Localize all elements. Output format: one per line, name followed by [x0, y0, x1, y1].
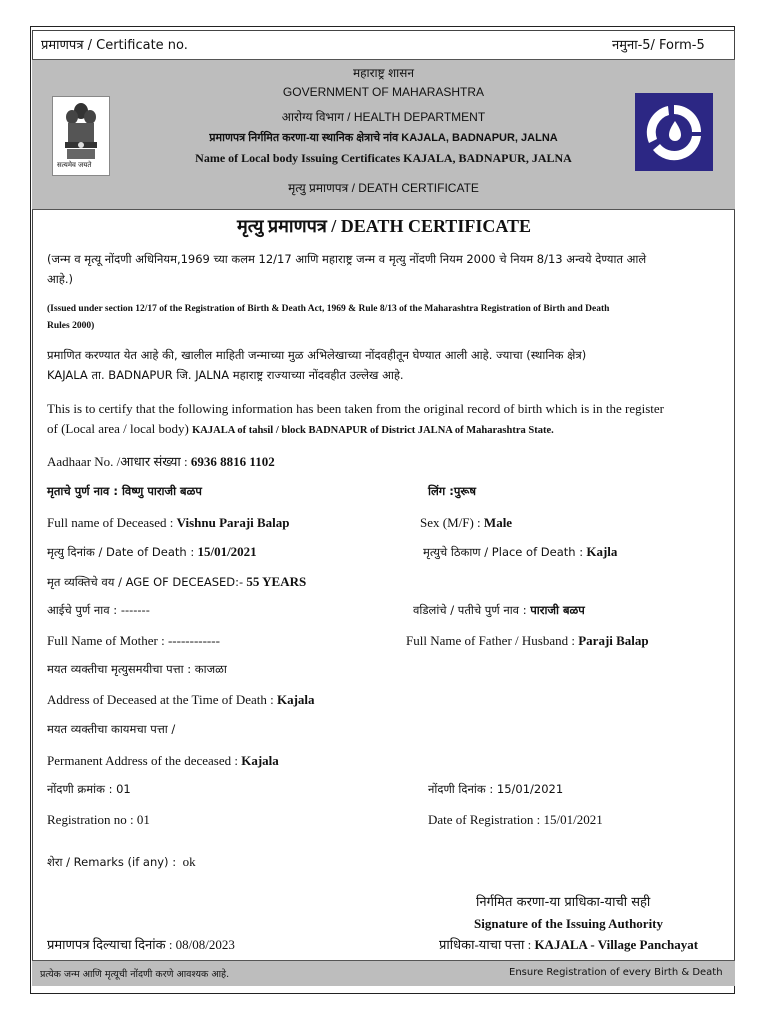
form-label: नमुना-5/ Form-5: [612, 38, 705, 53]
mother-name-marathi-row: [47, 603, 150, 618]
place-of-death-value: Kajla: [586, 544, 618, 559]
deceased-name-marathi-label: मृताचे पुर्ण नाव :: [47, 484, 118, 498]
mother-name-value: ------------: [167, 633, 220, 648]
national-emblem-icon: [52, 96, 110, 176]
father-name-label: Full Name of Father / Husband :: [406, 633, 575, 648]
deceased-name-value: Vishnu Paraji Balap: [176, 515, 290, 530]
act-marathi-line-2: आहे.): [47, 272, 74, 286]
header-band: [32, 59, 735, 210]
certificate-no-label: प्रमाणपत्र / Certificate no.: [41, 38, 188, 53]
aadhaar-label: Aadhaar No. /आधार संख्या :: [47, 454, 188, 469]
father-name-row: [406, 633, 649, 649]
certify-marathi-line-1: प्रमाणित करण्यात येत आहे की, खालील माहिती जन्माच्या मुळ अभिलेखाच्या नोंदवहीतून घेण्यात आली आहे. ज्याचा (स्थानिक क्षेत्र): [47, 348, 587, 362]
certify-english-line-1: This is to certify that the following information has been taken from the original record of birth which is in the register: [47, 401, 664, 416]
age-label: मृत व्यक्तिचे वय / AGE OF DECEASED:-: [47, 575, 244, 589]
sex-label: Sex (M/F) :: [420, 515, 481, 530]
date-of-death-row: [47, 544, 257, 560]
document-title: मृत्यु प्रमाणपत्र / DEATH CERTIFICATE: [237, 216, 531, 236]
age-value: 55 YEARS: [246, 574, 307, 589]
registration-date-marathi: नोंदणी दिनांक : 15/01/2021: [428, 782, 564, 796]
age-row: [47, 574, 306, 590]
address-label: Address of Deceased at the Time of Death :: [47, 692, 274, 707]
mother-name-label: Full Name of Mother :: [47, 633, 165, 648]
department: आरोग्य विभाग / HEALTH DEPARTMENT: [281, 110, 486, 124]
deceased-name-marathi-row: [47, 484, 202, 499]
permanent-address-value: Kajala: [241, 753, 279, 768]
mother-name-marathi-value: -------: [120, 603, 150, 617]
mother-name-marathi-label: आईचे पुर्ण नाव :: [47, 603, 118, 617]
mother-name-row: [47, 633, 220, 649]
date-of-death-label: मृत्यु दिनांक / Date of Death :: [47, 545, 195, 559]
footer-note-marathi: प्रत्येक जन्म आणि मृत्यूची नोंदणी करणे आवश्यक आहे.: [40, 969, 230, 980]
place-of-death-label: मृत्युचे ठिकाण / Place of Death :: [423, 545, 584, 559]
registration-no-marathi: नोंदणी क्रमांक : 01: [47, 782, 131, 796]
place-of-death-row: [423, 544, 617, 560]
certificate-type: मृत्यु प्रमाणपत्र / DEATH CERTIFICATE: [288, 181, 479, 195]
address-marathi-value: काजळा: [194, 662, 227, 676]
state-marathi: महाराष्ट्र शासन: [352, 66, 415, 80]
local-body-marathi: प्रमाणपत्र निर्गमित करणा-या स्थानिक क्षेत्राचे नांव KAJALA, BADNAPUR, JALNA: [209, 132, 558, 144]
sex-marathi-value: पुरूष: [453, 484, 476, 498]
certify-english-line-2: [47, 421, 554, 437]
authority-address-value: KAJALA - Village Panchayat: [534, 937, 699, 952]
permanent-address-marathi-label: मयत व्यक्तीचा कायमचा पत्ता /: [47, 722, 176, 736]
permanent-address-row: [47, 753, 279, 769]
sex-marathi-row: [428, 484, 476, 499]
permanent-address-label: Permanent Address of the deceased :: [47, 753, 238, 768]
footer-band: [32, 960, 735, 986]
certify-marathi-line-2: KAJALA ता. BADNAPUR जि. JALNA महाराष्ट्र राज्याच्या नोंदवहीत उल्लेख आहे.: [47, 368, 404, 382]
state-english: GOVERNMENT OF MAHARASHTRA: [282, 85, 485, 99]
sex-value: Male: [483, 515, 513, 530]
certify-english-line-2-prefix: of (Local area / local body): [47, 421, 189, 436]
father-name-marathi-row: [413, 603, 585, 618]
aadhaar-value: 6936 8816 1102: [190, 454, 275, 469]
issuing-authority-signature-label: Signature of the Issuing Authority: [474, 916, 664, 931]
authority-address-label: प्राधिका-याचा पत्ता :: [439, 937, 532, 952]
act-marathi-line-1: (जन्म व मृत्यू नोंदणी अधिनियम,1969 च्या कलम 12/17 आणि महाराष्ट्र जन्म व मृत्यु नोंदणी नियम 2000 चे नियम 8/13 अन्वये देण्यात आले: [47, 252, 647, 266]
deceased-name-row: [47, 515, 290, 531]
certify-english-line-2-value: KAJALA of tahsil / block BADNAPUR of District JALNA of Maharashtra State.: [192, 425, 554, 436]
address-marathi-row: [47, 662, 227, 677]
deceased-name-label: Full name of Deceased :: [47, 515, 174, 530]
aadhaar-row: [47, 452, 275, 470]
father-name-value: Paraji Balap: [578, 633, 649, 648]
sex-marathi-label: लिंग :: [428, 484, 454, 498]
certificate-issue-date: प्रमाणपत्र दिल्याचा दिनांक : 08/08/2023: [47, 937, 235, 952]
authority-address-row: [439, 935, 698, 953]
father-name-marathi-label: वडिलांचे / पतीचे पुर्ण नाव :: [413, 603, 527, 617]
remarks-label: शेरा / Remarks (if any) :: [47, 855, 177, 869]
health-department-logo-icon: [635, 93, 713, 171]
emblem-motto: सत्यमेव जयते: [57, 161, 92, 169]
act-english-line-1: (Issued under section 12/17 of the Registration of Birth & Death Act, 1969 & Rule 8/13 of the Maharashtra Registration of Birth and Death: [47, 304, 610, 314]
sex-row: [420, 515, 512, 531]
footer-note-english: Ensure Registration of every Birth & Death: [509, 967, 723, 978]
address-marathi-label: मयत व्यक्तीचा मृत्युसमयीचा पत्ता :: [47, 662, 192, 676]
deceased-name-marathi-value: विष्णु पाराजी बळप: [121, 484, 202, 498]
remarks-row: [47, 854, 196, 870]
address-value: Kajala: [276, 692, 315, 707]
local-body-english: Name of Local body Issuing Certificates KAJALA, BADNAPUR, JALNA: [195, 151, 572, 165]
date-of-death-value: 15/01/2021: [197, 544, 257, 559]
remarks-value: ok: [182, 854, 196, 869]
act-english-line-2: Rules 2000): [47, 321, 95, 331]
registration-date: Date of Registration : 15/01/2021: [428, 812, 603, 827]
registration-no: Registration no : 01: [47, 812, 150, 827]
issuing-authority-marathi: निर्गमित करणा-या प्राधिका-याची सही: [476, 895, 651, 910]
father-name-marathi-value: पाराजी बळप: [530, 603, 585, 617]
address-row: [47, 692, 315, 708]
